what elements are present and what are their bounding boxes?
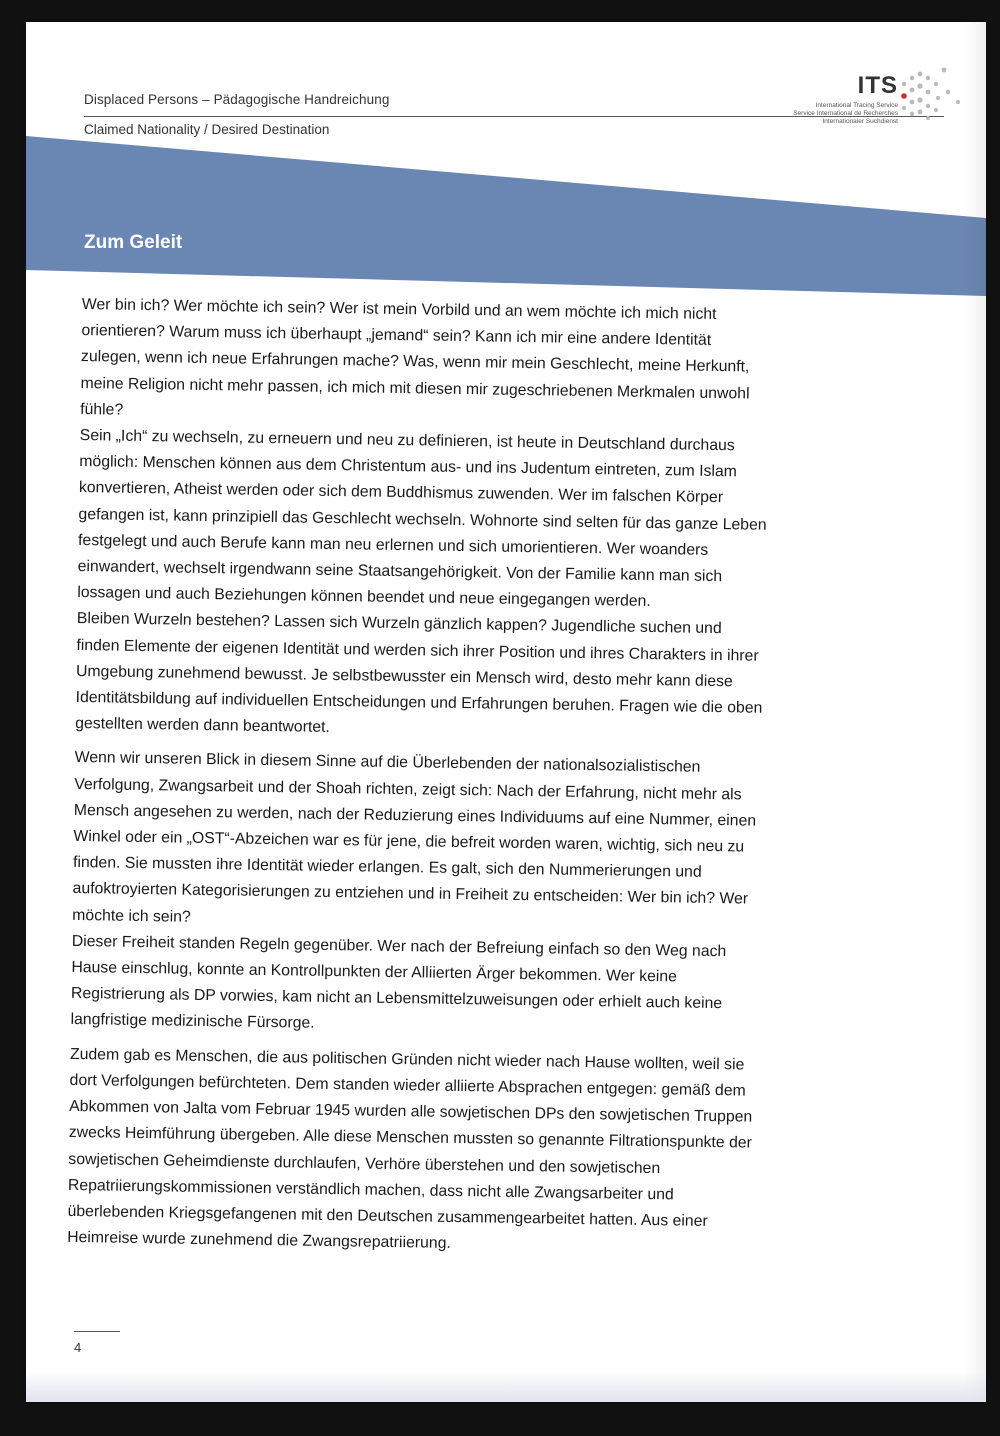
logo-dots-icon (898, 64, 968, 126)
its-logo (766, 62, 976, 132)
footer-rule (74, 1331, 120, 1332)
title-band (26, 136, 986, 296)
paragraph: Zudem gab es Menschen, die aus politischen Gründen nicht wieder nach Hause wollten, weil sie dort Verfolgungen befürchteten. Dem standen wieder alliierte Absprachen entgegen: gemäß dem Abkommen von Jalta vom Februar 1945 wurden alle sowjetischen DPs den sowjetischen Truppen zwecks Heimführung übergeben. Alle diese Menschen mussten so genannte Filtrationspunkte der sowjetischen Geheimdienste durchlaufen, Verhöre überstehen und den sowjetischen Repatriierungskommissionen verständlich machen, dass nicht alle Zwangsarbeiter und überlebenden Kriegsgefangenen mit den Deutschen zusammengearbeitet hatten. Aus einer Heimreise wurde zunehmend die Zwangsrepatriierung. (67, 1045, 753, 1253)
header-title: Displaced Persons – Pädagogische Handreichung (84, 92, 390, 107)
paragraph: Dieser Freiheit standen Regeln gegenüber. Wer nach der Befreiung einfach so den Weg nach Hause einschlug, konnte an Kontrollpunkten der Alliierten Ärger bekommen. Wer keine Registrierung als DP vorwies, kam nicht an Lebensmittelzuweisungen oder erhielt auch keine langfristige medizinische Fürsorge. (70, 932, 727, 1033)
logo-line-3: Internationaler Suchdienst (822, 118, 898, 125)
section-title: Zum Geleit (84, 232, 183, 253)
page-shadow (964, 22, 986, 1402)
logo-line-1: International Tracing Service (815, 102, 898, 109)
body-text (67, 292, 772, 1262)
paragraph: Bleiben Wurzeln bestehen? Lassen sich Wurzeln gänzlich kappen? Jugendliche suchen und finden Elemente der eigenen Identität und werden sich ihrer Position und ihres Charakters in ihrer Umgebung zunehmend bewusst. Je selbstbewusster ein Mensch wird, desto mehr kann diese Identitätsbildung auf individuellen Entscheidungen und Erfahrungen beruhen. Fragen wie die oben gestellten werden dann beantwortet. (75, 610, 763, 737)
paragraph: Sein „Ich“ zu wechseln, zu erneuern und neu zu definieren, ist heute in Deutschland durchaus möglich: Menschen können aus dem Christentum aus- und ins Judentum eintreten, zum Islam konvertieren, Atheist werden oder sich dem Buddhismus zuwenden. Wer im falschen Körper gefangen ist, kann prinzipiell das Geschlecht wechseln. Wohnorte sind selten für das ganze Leben festgelegt und auch Berufe kann man neu erlernen und sich umorientieren. Wer woanders einwandert, wechselt irgendwann seine Staatsangehörigkeit. Von der Familie kann man sich lossagen und auch Beziehungen können beendet und neue eingegangen werden. (77, 426, 767, 611)
paragraph: Wenn wir unseren Blick in diesem Sinne auf die Überlebenden der nationalsozialistischen Verfolgung, Zwangsarbeit und der Shoah richten, zeigt sich: Nach der Erfahrung, nicht mehr als Mensch angesehen zu werden, nach der Reduzierung eines Individuums auf eine Nummer, einen Winkel oder ein „OST“-Abzeichen war es für jene, die befreit worden waren, wichtig, sich neu zu finden. Sie mussten ihre Identität wieder erlangen. Es galt, sich den Nummerierungen und aufoktroyierten Kategorisierungen zu entziehen und in Freiheit zu entscheiden: Wer bin ich? Wer möchte ich sein? (72, 749, 757, 926)
page-number: 4 (74, 1340, 82, 1355)
paragraph: Wer bin ich? Wer möchte ich sein? Wer ist mein Vorbild und an wem möchte ich mich nicht orientieren? Warum muss ich überhaupt „jemand“ sein? Kann ich mir eine andere Identität zulegen, wenn ich neue Erfahrungen mache? Was, wenn mir mein Geschlecht, meine Herkunft, meine Religion nicht mehr passen, ich mich mit diesen mir zugeschriebenen Merkmalen unwohl fühle? (80, 295, 750, 419)
logo-line-2: Service International de Recherches (793, 110, 898, 117)
header-subtitle: Claimed Nationality / Desired Destination (84, 122, 330, 137)
page-bottom-edge (26, 1372, 986, 1402)
logo-text: ITS (857, 72, 898, 99)
document-page (26, 22, 986, 1402)
